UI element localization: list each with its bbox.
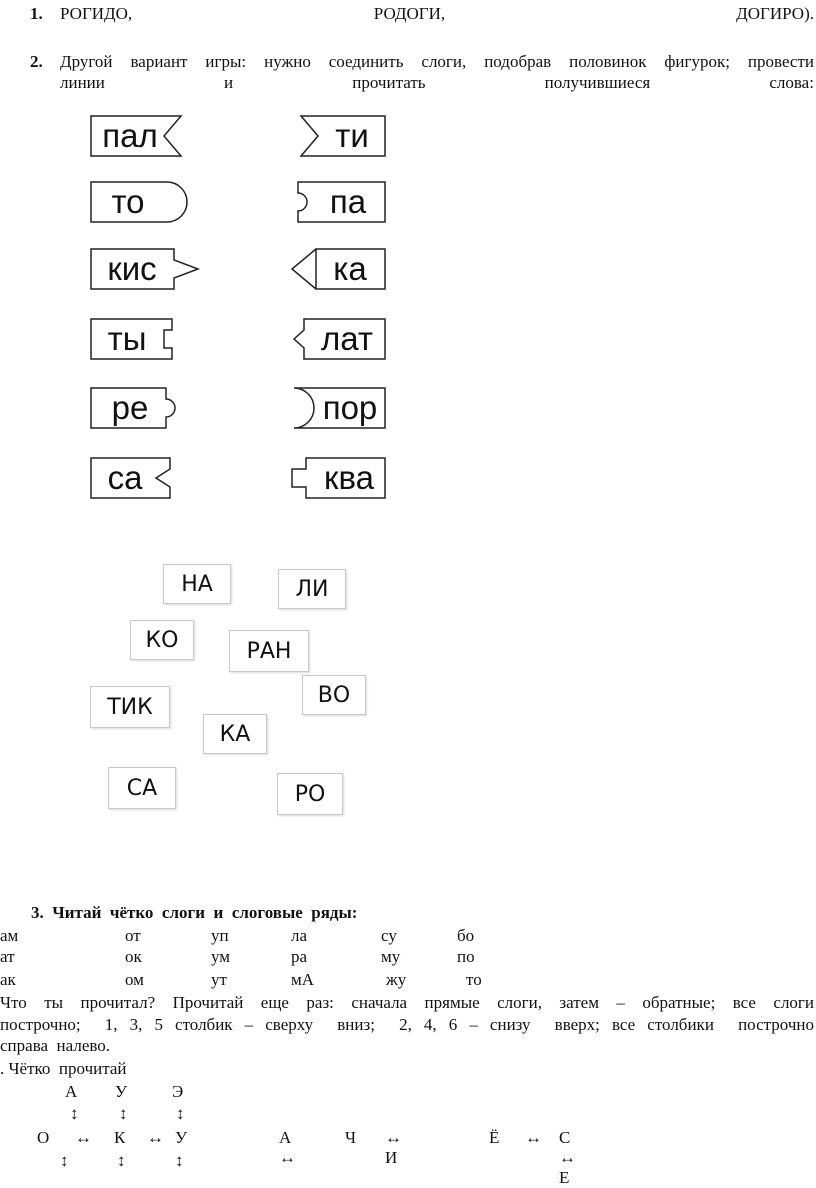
item2-word: получившиеся xyxy=(544,73,651,92)
letter: Э xyxy=(172,1082,184,1101)
puzzle-right-1[interactable] xyxy=(300,115,386,157)
syllable: ак xyxy=(0,970,16,989)
item1-word: ДОГИРО). xyxy=(736,4,814,23)
syllable: бо xyxy=(457,926,475,945)
syllable: ам xyxy=(0,926,19,945)
letter-arrow: А ↔ xyxy=(279,1128,296,1167)
puzzle-syllable: ты xyxy=(107,320,147,357)
letter-arrow: ↔ И xyxy=(385,1128,402,1167)
syllable-card[interactable] xyxy=(90,686,170,728)
puzzle-syllable: ква xyxy=(324,459,374,496)
letter: Ч xyxy=(345,1128,357,1147)
item2-line2 xyxy=(60,73,814,93)
puzzle-syllable: са xyxy=(107,459,143,496)
card-text: СА xyxy=(126,775,158,801)
letter: О xyxy=(37,1128,50,1147)
card-text: РАН xyxy=(246,638,292,664)
instructions-line: Что ты прочитал? Прочитай еще раз: сначала прямые слоги, затем – обратные; все слоги xyxy=(0,993,814,1012)
puzzle-syllable: ка xyxy=(333,250,367,287)
puzzle-syllable: ти xyxy=(335,117,369,154)
syllable-card[interactable] xyxy=(277,773,343,815)
leftright-arrow-icon: ↔ xyxy=(147,1128,164,1147)
puzzle-syllable: па xyxy=(329,183,367,220)
syllable: ут xyxy=(211,970,227,989)
syllable: по xyxy=(457,947,475,966)
puzzle-left-4[interactable] xyxy=(90,318,180,360)
leftright-arrow-icon: ↔ xyxy=(75,1128,92,1147)
card-text: ТИК xyxy=(107,694,153,720)
syllable: му xyxy=(381,947,401,966)
item1-word: РОДОГИ, xyxy=(373,4,446,23)
syllable: су xyxy=(381,926,397,945)
item2-word: слова: xyxy=(769,73,814,92)
item1-word: РОГИДО, xyxy=(60,4,133,23)
card-text: КА xyxy=(219,721,251,747)
card-text: КО xyxy=(145,627,179,653)
syllable: от xyxy=(125,926,141,945)
puzzle-right-4[interactable] xyxy=(290,318,386,360)
updown-arrow-icon: ↕ xyxy=(117,1151,126,1170)
puzzle-left-3[interactable] xyxy=(90,248,200,290)
updown-arrow-icon: ↕ xyxy=(175,1151,184,1170)
puzzle-right-6[interactable] xyxy=(288,457,386,499)
syllable-card[interactable] xyxy=(203,714,267,754)
letter: К xyxy=(114,1128,126,1147)
puzzle-syllable: ре xyxy=(111,389,149,426)
puzzle-left-2[interactable] xyxy=(90,181,188,223)
updown-arrow-icon: ↕ xyxy=(70,1104,79,1123)
syllable-card[interactable] xyxy=(278,569,346,609)
card-text: ВО xyxy=(317,682,351,708)
syllable-card[interactable] xyxy=(163,564,231,604)
updown-arrow-icon: ↕ xyxy=(60,1151,69,1170)
item2-word: и xyxy=(224,73,234,92)
puzzle-left-1[interactable] xyxy=(90,115,182,157)
syllable-card[interactable] xyxy=(130,620,194,660)
syllable-card[interactable] xyxy=(108,767,176,809)
item1-line xyxy=(30,4,814,24)
puzzle-syllable: лат xyxy=(321,320,373,357)
syllable: ла xyxy=(291,926,308,945)
item2-word: линии xyxy=(60,73,105,92)
card-text: ЛИ xyxy=(295,576,329,602)
syllable: ра xyxy=(291,947,308,966)
item2-text: Другой вариант игры: нужно соединить слоги, подобрав половинок фигурок; провести xyxy=(60,52,814,71)
item1-number: 1. xyxy=(30,4,43,23)
updown-arrow-icon: ↕ xyxy=(176,1104,185,1123)
syllable: ом xyxy=(125,970,144,989)
puzzle-left-6[interactable] xyxy=(90,457,180,499)
syllable: ат xyxy=(0,947,15,966)
syllable: жу xyxy=(386,970,407,989)
puzzle-left-5[interactable] xyxy=(90,387,186,429)
puzzle-right-3[interactable] xyxy=(290,248,386,290)
item2-line1 xyxy=(30,52,814,72)
read-title: . Чётко прочитай xyxy=(0,1059,127,1078)
letter: У xyxy=(175,1128,188,1147)
instructions-line: построчно; 1, 3, 5 столбик – сверху вниз; 2, 4, 6 – снизу вверх; все столбики построчно xyxy=(0,1015,814,1034)
letter: Ё xyxy=(489,1128,500,1147)
syllable-card[interactable] xyxy=(229,630,309,672)
card-text: РО xyxy=(294,781,326,807)
puzzle-syllable: пал xyxy=(102,117,158,154)
updown-arrow-icon: ↕ xyxy=(119,1104,128,1123)
letter-arrow: С ↔ Е xyxy=(559,1128,576,1187)
letter: А xyxy=(65,1082,78,1101)
syllable: уп xyxy=(211,926,229,945)
syllable-card[interactable] xyxy=(302,675,366,715)
syllable: ум xyxy=(211,947,231,966)
item3-heading: 3. Читай чётко слоги и слоговые ряды: xyxy=(31,903,358,922)
puzzle-right-2[interactable] xyxy=(288,181,386,223)
instructions-line: справа налево. xyxy=(0,1036,111,1055)
puzzle-syllable: то xyxy=(111,183,145,220)
puzzle-right-5[interactable] xyxy=(290,387,386,429)
syllable: мА xyxy=(291,970,315,989)
item2-number: 2. xyxy=(30,52,43,71)
leftright-arrow-icon: ↔ xyxy=(525,1128,542,1147)
syllable: то xyxy=(466,970,482,989)
item2-word: прочитать xyxy=(352,73,426,92)
letter: У xyxy=(115,1082,128,1101)
syllable: ок xyxy=(125,947,142,966)
puzzle-syllable: пор xyxy=(322,389,378,426)
puzzle-syllable: кис xyxy=(107,250,157,287)
card-text: НА xyxy=(181,571,213,597)
